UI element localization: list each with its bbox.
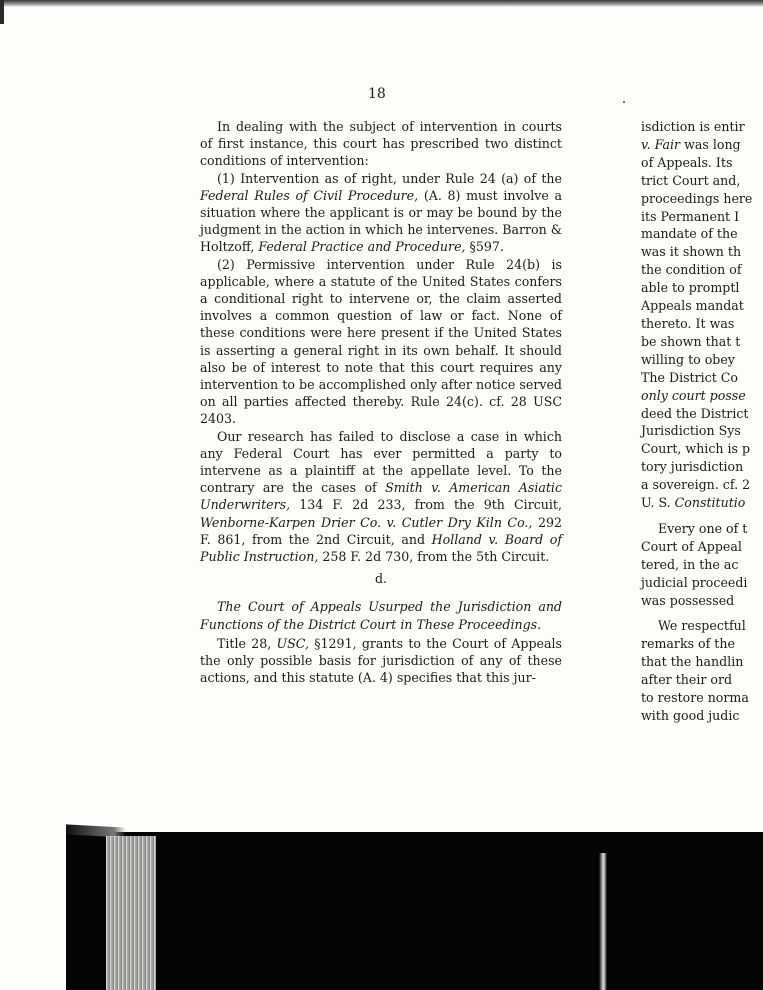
scan-corner-mark [0, 0, 4, 24]
cropped-line: isdiction is entir [641, 119, 745, 134]
right-column-cropped [641, 118, 763, 725]
scan-top-edge [0, 0, 763, 7]
cropped-line: trict Court and, [641, 172, 741, 188]
text-run: §597. [465, 239, 504, 255]
cropped-line: was it shown th [641, 244, 742, 260]
cropped-line: Court, which is p [641, 441, 751, 457]
paragraph-research [200, 428, 562, 566]
cropped-line: was possessed [641, 592, 735, 608]
cropped-line: willing to obey [641, 351, 735, 367]
text-run: 258 F. 2d 730, from the 5th Circuit. [318, 549, 550, 565]
case-name: Smith v. American Asiatic Underwriters, [200, 480, 562, 513]
cropped-line: Every one of t [658, 520, 748, 536]
cropped-line: able to promptl [641, 280, 740, 296]
right-paragraph-2 [641, 520, 763, 610]
scan-fold-highlight [599, 853, 607, 990]
paragraph-intro: In dealing with the subject of intervention in courts of first instance, this court has prescribed two distinct conditions of intervention: [200, 119, 562, 169]
cropped-line: tory jurisdiction [641, 459, 744, 475]
cropped-line: a sovereign. cf. 2 [641, 477, 751, 493]
page-number: 18 [368, 86, 386, 102]
cropped-line: We respectful [658, 618, 746, 634]
scan-speck [623, 101, 625, 103]
citation-italic: USC, [276, 635, 309, 651]
cropped-line: the condition of [641, 262, 742, 278]
section-letter: d. [374, 571, 388, 587]
right-paragraph-3 [641, 617, 763, 724]
cropped-line: with good judic [641, 708, 740, 723]
text-run: Title 28, [217, 635, 277, 651]
cropped-line: to restore norma [641, 690, 749, 706]
cropped-line: of Appeals. Its [641, 154, 733, 170]
cropped-line: after their ord [641, 672, 733, 688]
cropped-line: proceedings here [641, 190, 753, 206]
cropped-line: U. S. Constitutio [641, 495, 746, 511]
text-run: 292 F. 861, from the 2nd Circuit, and [200, 514, 562, 547]
cropped-line: Appeals mandat [641, 298, 744, 314]
paragraph-title-28 [200, 635, 562, 687]
text-run: Our research has failed to disclose a case in which any Federal Court has ever permitted a party to intervene as a plaintiff at the appellate level. To the contrary are the cases of [200, 428, 562, 496]
text-run: (A. 8) must involve a situation where the applicant is or may be bound by the judgment in the action in which he intervenes. Barron & Holtzoff, [200, 187, 562, 255]
cropped-line: only court posse [641, 387, 746, 403]
citation-italic: Federal Practice and Procedure, [258, 239, 466, 255]
left-column [200, 118, 562, 687]
section-heading: The Court of Appeals Usurped the Jurisdiction and Functions of the District Court in These Proceedings. [200, 599, 562, 632]
right-paragraph-1 [641, 118, 763, 512]
cropped-line: thereto. It was [641, 315, 735, 331]
case-name: Wenborne-Karpen Drier Co. v. Cutler Dry Kiln Co., [200, 514, 533, 530]
cropped-line: its Permanent I [641, 208, 740, 224]
cropped-line: v. Fair was long [641, 136, 741, 152]
cropped-line: Jurisdiction Sys [641, 423, 741, 439]
scan-noise-stripes [106, 836, 156, 990]
text-run: §1291, grants to the Court of Appeals the only possible basis for jurisdiction of any of these actions, and this statute (A. 4) specifies that this jur- [200, 635, 562, 686]
cropped-line: deed the District [641, 405, 749, 421]
citation-italic: Federal Rules of Civil Procedure, [200, 187, 419, 203]
case-name: Holland v. Board of Public Instruction, [200, 531, 563, 565]
cropped-line: The District Co [641, 369, 738, 385]
cropped-line: tered, in the ac [641, 556, 739, 572]
cropped-line: be shown that t [641, 333, 741, 349]
paragraph-rule-24a [200, 170, 562, 256]
cropped-line: remarks of the [641, 636, 735, 652]
text-run: (1) Intervention as of right, under Rule 24 (a) of the [217, 170, 562, 186]
cropped-line: judicial proceedi [641, 574, 748, 590]
paragraph-rule-24b: (2) Permissive intervention under Rule 24(b) is applicable, where a statute of the United States confers a conditional right to intervene or, the claim asserted involves a common question of law or fact. None of these conditions were here present if the United States is asserting a general right in its own behalf. It should also be of interest to note that this court requires any intervention to be accomplished only after notice served on all parties affected thereby. Rule 24(c). cf. 28 USC 2403. [200, 256, 562, 427]
text-run: 134 F. 2d 233, from the 9th Circuit, [290, 497, 562, 513]
cropped-line: that the handlin [641, 654, 744, 670]
scan-dark-border [66, 832, 763, 990]
cropped-line: Court of Appeal [641, 538, 742, 554]
cropped-line: mandate of the [641, 226, 738, 242]
